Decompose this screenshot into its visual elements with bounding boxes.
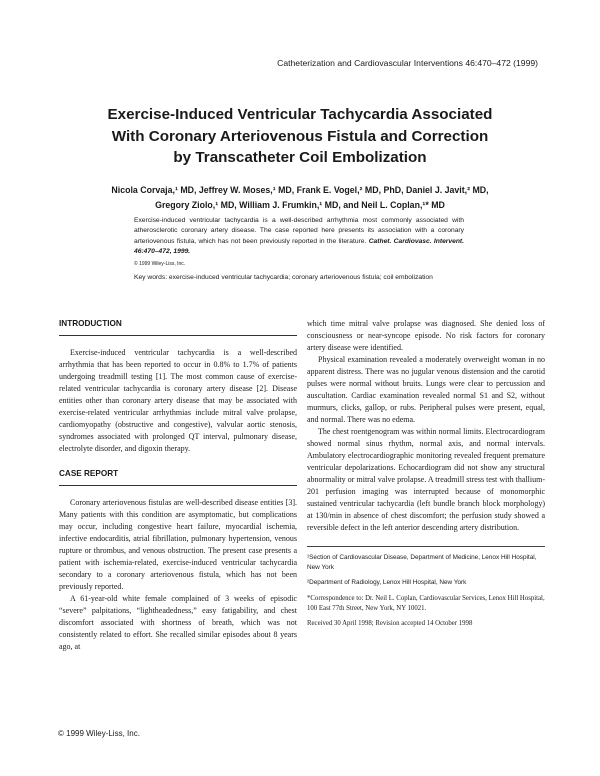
footnote-divider	[307, 546, 545, 547]
introduction-paragraph: Exercise-induced ventricular tachycardia is a well-described arrhythmia that has been reported to occur in 0.8% to 1.7% of patients undergoing treadmill testing [1]. The most common cause of exercise-related ventricular tachycardia is coronary artery disease [2]. Disease entities other than coronary artery disease that may be associated with exercise-related ventricular arrhythmias include mitral valve prolapse, cardiomyopathy (obstructive and congestive), valvular aortic stenosis, syndromes associated with prolonged QT interval, pulmonary disease, electrolyte disorder, and digoxin therapy.	[59, 348, 297, 453]
abstract-copyright: © 1999 Wiley-Liss, Inc.	[134, 261, 186, 267]
abstract-citation: Cathet. Cardiovasc. Intervent. 46:470–472, 1999.	[134, 237, 465, 256]
body-paragraph: Physical examination revealed a moderately overweight woman in no apparent distress. There was no jugular venous distension and the carotid pulses were normal without bruits. Lungs were clear to percussion and auscultation. Cardiac examination revealed normal S1 and S2, without murmurs, clicks, gallop, or rubs. Peripheral pulses were present, equal, and normal. There was no edema.	[307, 355, 545, 424]
title-line: by Transcatheter Coil Embolization	[173, 149, 427, 166]
authors-line: Gregory Ziolo,¹ MD, William J. Frumkin,¹ MD, and Neil L. Coplan,¹* MD	[155, 200, 445, 210]
journal-header: Catheterization and Cardiovascular Interventions 46:470–472 (1999)	[277, 58, 538, 68]
affiliation-footnote: ¹Section of Cardiovascular Disease, Department of Medicine, Lenox Hill Hospital, New York	[307, 554, 537, 571]
abstract-text: Exercise-induced ventricular tachycardia is a well-described arrhythmia most commonly associated with atherosclerotic coronary artery disease. The case reported here presents its association with a coronary arteriovenous fistula, which has not been previously reported in the literature.	[134, 217, 464, 245]
keywords: Key words: exercise-induced ventricular tachycardia; coronary arteriovenous fistula; coil embolization	[134, 274, 433, 281]
case-paragraph: Coronary arteriovenous fistulas are well-described disease entities [3]. Many patients with this condition are asymptomatic, but complications may occur, including congestive heart failure, myocardial ischemia, infective endocarditis, atrial fibrillation, pulmonary hypertension, venous rupture or thrombus, and venous obstruction. The present case presents a patient with ischemia-related, exercise-induced ventricular tachycardia secondary to a coronary arteriovenous fistula, which has not been previously reported.	[59, 498, 297, 591]
case-paragraph: A 61-year-old white female complained of 3 weeks of episodic “severe” palpitations, “lightheadedness,” easy fatigability, and chest discomfort associated with shortness of breath, which was not consistently related to effort. She recalled similar episodes about 8 years ago, at	[59, 594, 297, 651]
received-date: Received 30 April 1998; Revision accepted 14 October 1998	[307, 620, 473, 628]
right-column	[307, 318, 545, 635]
title-line: With Coronary Arteriovenous Fistula and Correction	[111, 127, 489, 145]
affiliation-footnote: ²Department of Radiology, Lenox Hill Hospital, New York	[307, 579, 467, 587]
author-list	[60, 183, 540, 213]
body-paragraph: which time mitral valve prolapse was diagnosed. She denied loss of consciousness or near-syncope episode. No risk factors for coronary artery disease were identified.	[307, 319, 545, 352]
abstract	[134, 216, 464, 258]
authors-line: Nicola Corvaja,¹ MD, Jeffrey W. Moses,¹ MD, Frank E. Vogel,² MD, PhD, Daniel J. Javit,² MD,	[111, 185, 489, 195]
case-report-heading: CASE REPORT	[59, 468, 297, 486]
article-title	[60, 104, 540, 169]
title-line: Exercise-Induced Ventricular Tachycardia Associated	[107, 106, 493, 123]
footer-copyright: © 1999 Wiley-Liss, Inc.	[58, 729, 140, 738]
introduction-heading: INTRODUCTION	[59, 318, 297, 336]
left-column	[59, 318, 297, 653]
body-paragraph: The chest roentgenogram was within normal limits. Electrocardiogram showed normal sinus rhythm, normal axis, and normal intervals. Ambulatory electrocardiographic monitoring revealed frequent premature ventricular depolarizations. Echocardiogram did not show any structural abnormality or mitral valve prolapse. A treadmill stress test with thallium-201 perfusion imaging was interrupted because of monomorphic sustained ventricular tachycardia (left bundle branch block morphology) at 130/min in absence of chest discomfort; the perfusion study showed a reversible defect in the left anterior descending artery distribution.	[307, 427, 545, 532]
correspondence-footnote: *Correspondence to: Dr. Neil L. Coplan, Cardiovascular Services, Lenox Hill Hospital, 100 East 77th Street, New York, NY 10021.	[307, 594, 545, 612]
